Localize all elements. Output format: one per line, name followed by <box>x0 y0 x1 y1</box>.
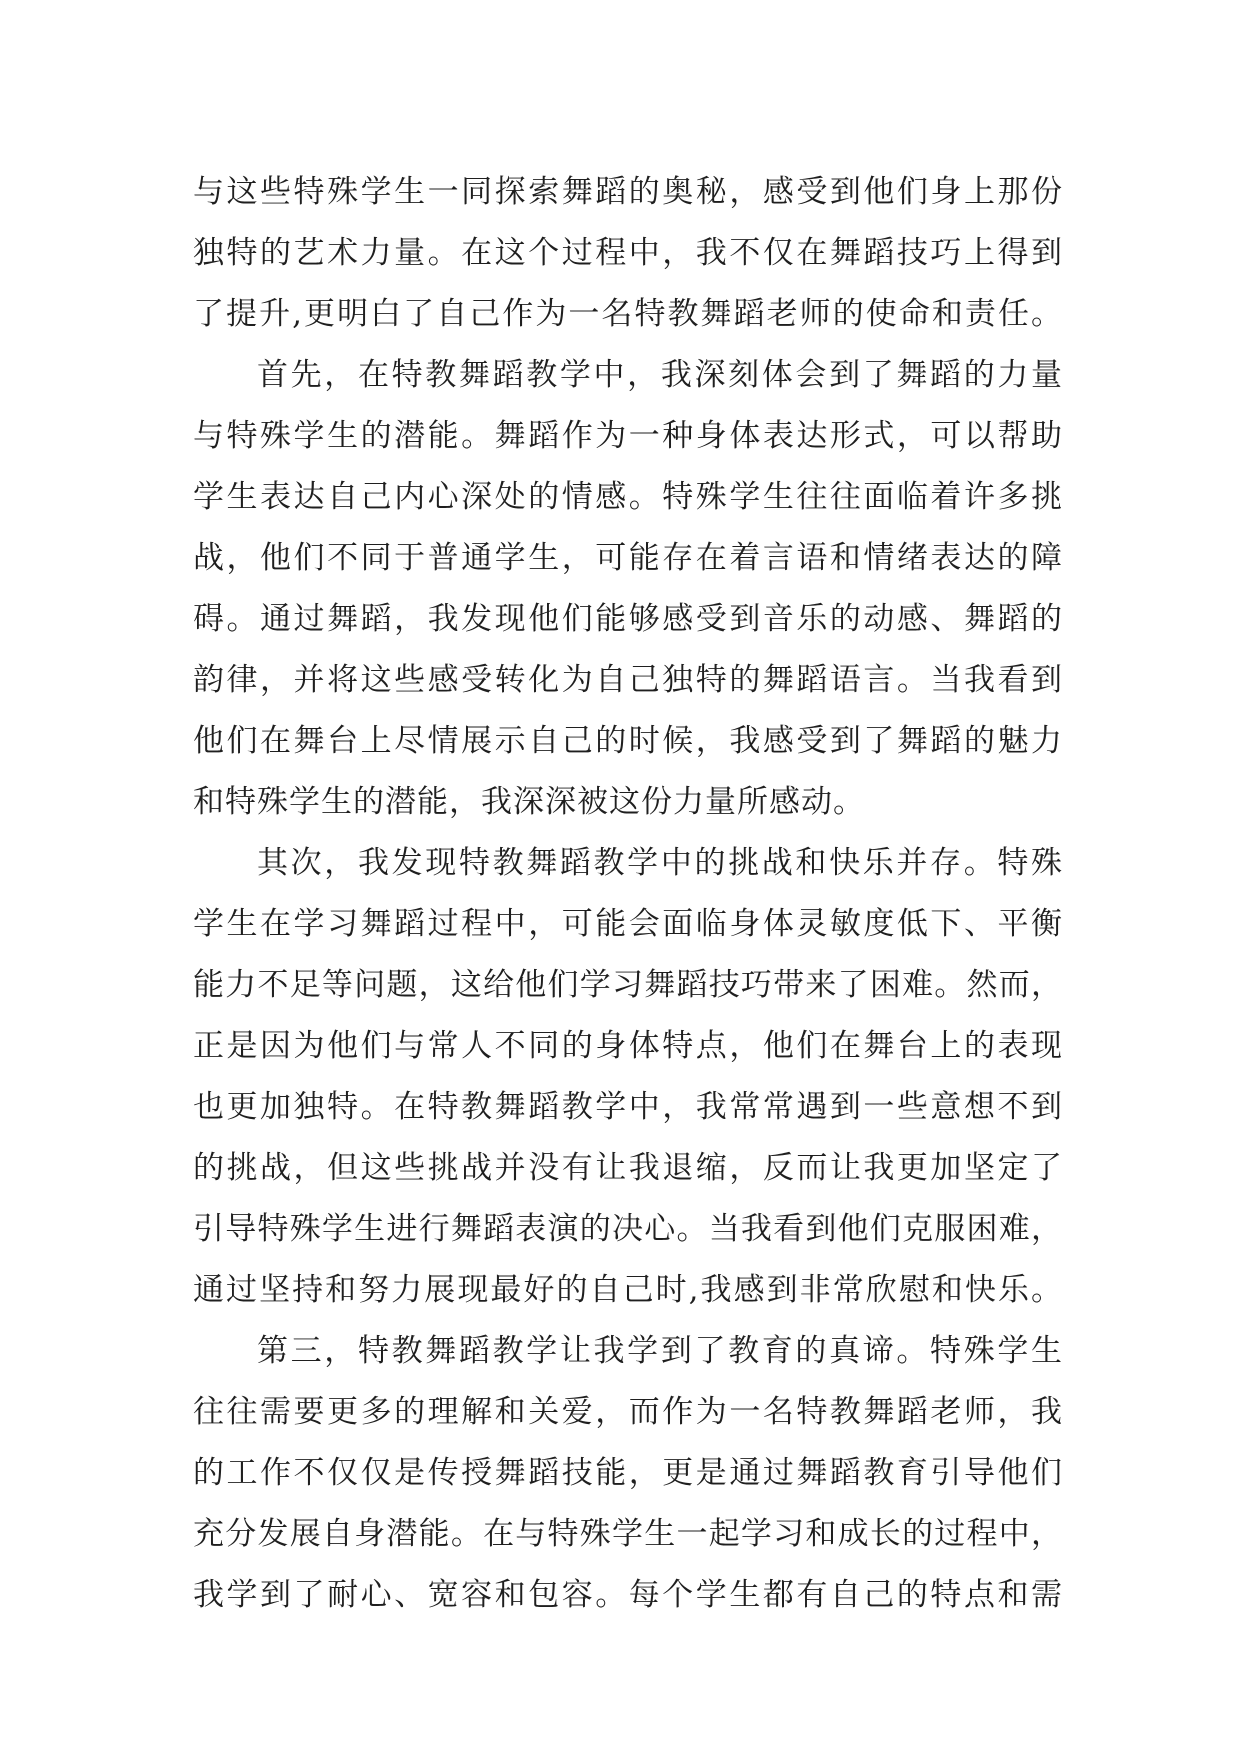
text-line: 独特的艺术力量。在这个过程中，我不仅在舞蹈技巧上得到 <box>193 235 1063 271</box>
text-line: 能力不足等问题，这给他们学习舞蹈技巧带来了困难。然而， <box>193 967 1063 1003</box>
text-line: 往往需要更多的理解和关爱，而作为一名特教舞蹈老师，我 <box>193 1394 1063 1430</box>
text-line: 通过坚持和努力展现最好的自己时,我感到非常欣慰和快乐。 <box>193 1272 1063 1308</box>
text-line: 的工作不仅仅是传授舞蹈技能，更是通过舞蹈教育引导他们 <box>193 1455 1063 1491</box>
text-line: 了提升,更明白了自己作为一名特教舞蹈老师的使命和责任。 <box>193 296 1063 332</box>
text-line: 他们在舞台上尽情展示自己的时候，我感受到了舞蹈的魅力 <box>193 723 1063 759</box>
text-line: 战，他们不同于普通学生，可能存在着言语和情绪表达的障 <box>193 540 1063 576</box>
text-line: 第三，特教舞蹈教学让我学到了教育的真谛。特殊学生 <box>257 1333 1063 1369</box>
text-line: 碍。通过舞蹈，我发现他们能够感受到音乐的动感、舞蹈的 <box>193 601 1063 637</box>
text-line: 的挑战，但这些挑战并没有让我退缩，反而让我更加坚定了 <box>193 1150 1063 1186</box>
text-line: 与这些特殊学生一同探索舞蹈的奥秘，感受到他们身上那份 <box>193 174 1063 210</box>
text-line: 正是因为他们与常人不同的身体特点，他们在舞台上的表现 <box>193 1028 1063 1064</box>
text-line: 充分发展自身潜能。在与特殊学生一起学习和成长的过程中， <box>193 1516 1063 1552</box>
text-line: 学生在学习舞蹈过程中，可能会面临身体灵敏度低下、平衡 <box>193 906 1063 942</box>
text-line: 韵律，并将这些感受转化为自己独特的舞蹈语言。当我看到 <box>193 662 1063 698</box>
text-line: 也更加独特。在特教舞蹈教学中，我常常遇到一些意想不到 <box>193 1089 1063 1125</box>
text-line: 我学到了耐心、宽容和包容。每个学生都有自己的特点和需 <box>193 1577 1063 1613</box>
text-line: 和特殊学生的潜能，我深深被这份力量所感动。 <box>193 784 865 820</box>
text-line: 引导特殊学生进行舞蹈表演的决心。当我看到他们克服困难， <box>193 1211 1063 1247</box>
text-line: 首先，在特教舞蹈教学中，我深刻体会到了舞蹈的力量 <box>257 357 1063 393</box>
text-line: 学生表达自己内心深处的情感。特殊学生往往面临着许多挑 <box>193 479 1063 515</box>
text-line: 其次，我发现特教舞蹈教学中的挑战和快乐并存。特殊 <box>257 845 1063 881</box>
document-body <box>193 162 1063 1626</box>
text-line: 与特殊学生的潜能。舞蹈作为一种身体表达形式，可以帮助 <box>193 418 1063 454</box>
